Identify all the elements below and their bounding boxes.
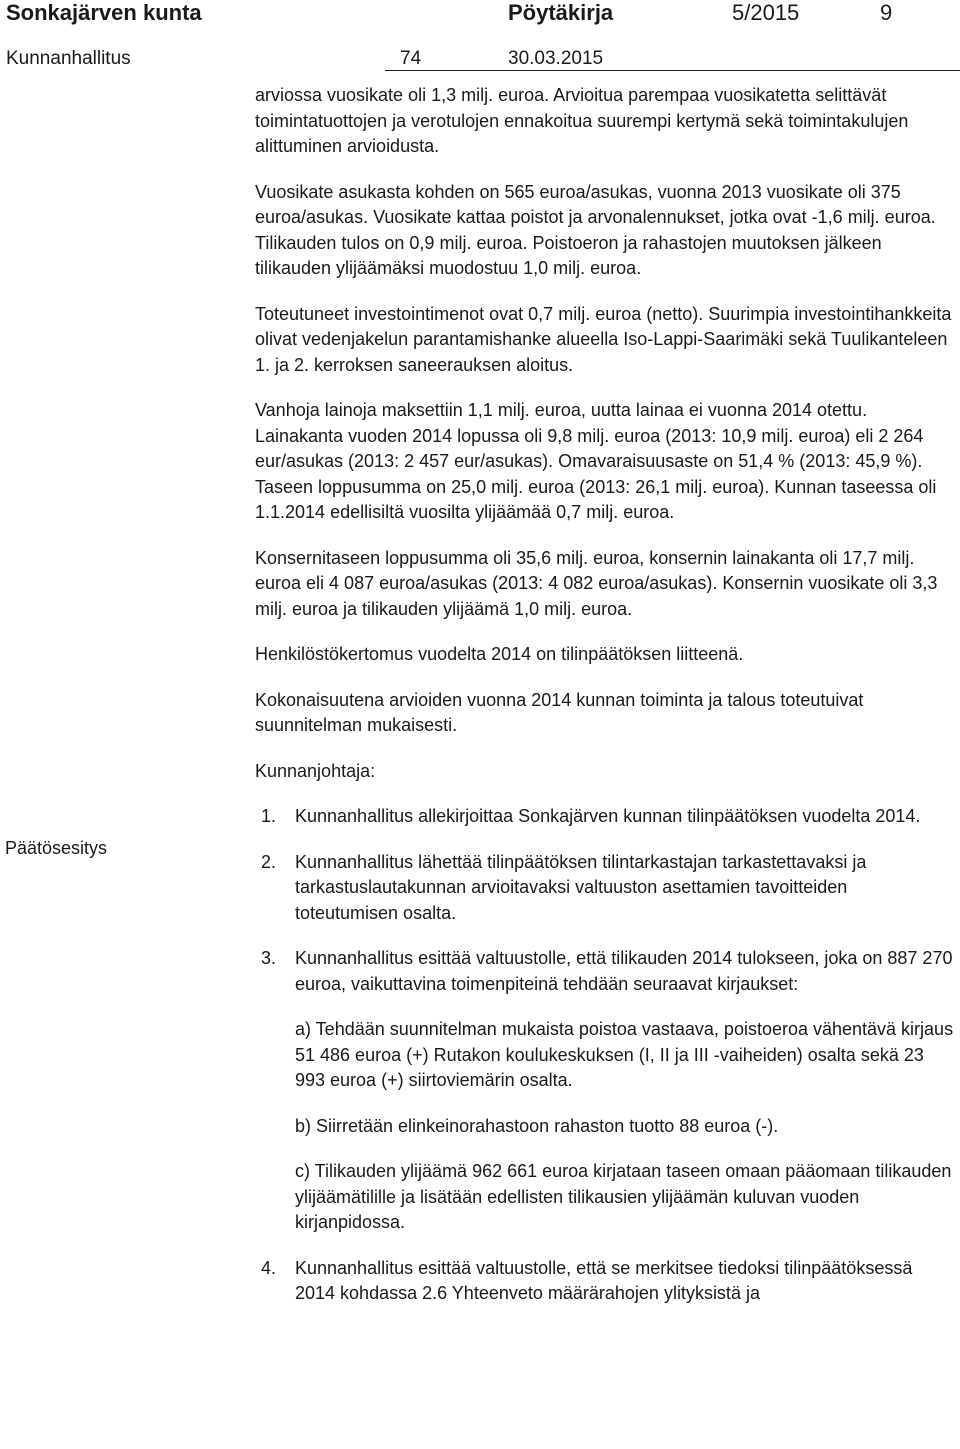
proposer-label: Kunnanjohtaja: xyxy=(255,760,376,781)
decision-item xyxy=(255,1256,955,1307)
paragraph-group-balance: Konsernitaseen loppusumma oli 35,6 milj. euroa, konsernin lainakanta oli 17,7 milj. euroa eli 4 087 euroa/asukas (2013: 4 082 euroa/asukas). Konsernin vuosikate oli 3,3 milj. euroa ja tilikauden ylijäämä 1,0 milj. euroa. xyxy=(255,547,938,619)
decision-item xyxy=(255,850,955,927)
decision-item-number: 4. xyxy=(261,1257,277,1278)
decision-item xyxy=(255,946,955,1236)
page-number: 9 xyxy=(880,0,893,25)
paragraph-operating-margin: arviossa vuosikate oli 1,3 milj. euroa. Arvioitua parempaa vuosikatetta selittävät toimintatuottojen ja verotulojen ennakoitua suurempi kertymä sekä toimintakulujen alittuminen arvioidusta. xyxy=(255,85,909,156)
decision-sub-list xyxy=(295,1017,955,1236)
decision-sub-item: b) Siirretään elinkeinorahastoon rahaston tuotto 88 euroa (-). xyxy=(295,1115,779,1136)
header-divider xyxy=(385,70,960,71)
section-number: 74 xyxy=(400,48,422,69)
decision-sub-item: c) Tilikauden ylijäämä 962 661 euroa kirjataan taseen omaan pääomaan tilikauden ylijäämätilille ja lisätään edellisten tilikausien ylijäämän kuluvan vuoden kirjanpidossa. xyxy=(295,1161,952,1232)
organization-name: Sonkajärven kunta xyxy=(6,0,202,25)
document-number: 5/2015 xyxy=(732,0,800,25)
governing-body: Kunnanhallitus xyxy=(6,48,131,69)
decision-item-text: Kunnanhallitus allekirjoittaa Sonkajärven kunnan tilinpäätöksen vuodelta 2014. xyxy=(295,806,921,826)
paragraph-margin-per-resident: Vuosikate asukasta kohden on 565 euroa/asukas, vuonna 2013 vuosikate oli 375 euroa/asukas. Vuosikate kattaa poistot ja arvonalennukset, jotka ovat -1,6 milj. euroa. Tilikauden tulos on 0,9 milj. euroa. Poistoeron ja rahastojen muutoksen jälkeen tilikauden ylijäämäksi muodostuu 1,0 milj. euroa. xyxy=(255,181,936,278)
decision-item-text: Kunnanhallitus lähettää tilinpäätöksen tilintarkastajan tarkastettavaksi ja tarkastuslautakunnan arvioitavaksi valtuuston asettamien tavoitteiden toteutumisen osalta. xyxy=(295,851,867,923)
decision-proposal-label: Päätösesitys xyxy=(5,838,108,858)
decision-item-text: Kunnanhallitus esittää valtuustolle, että se merkitsee tiedoksi tilinpäätöksessä 2014 kohdassa 2.6 Yhteenveto määrärahojen ylityksistä ja xyxy=(295,1257,913,1303)
decision-item-text: Kunnanhallitus esittää valtuustolle, että tilikauden 2014 tulokseen, joka on 887 270 euroa, vaikuttavina toimenpiteinä tehdään seuraavat kirjaukset: xyxy=(295,948,953,994)
decision-item xyxy=(255,804,955,830)
decision-item-number: 2. xyxy=(261,851,277,872)
decision-item-number: 1. xyxy=(261,806,277,826)
meeting-date: 30.03.2015 xyxy=(508,48,604,69)
paragraph-overall-assessment: Kokonaisuutena arvioiden vuonna 2014 kunnan toiminta ja talous toteutuivat suunnitelman mukaisesti. xyxy=(255,689,864,735)
decision-list xyxy=(255,804,955,1307)
paragraph-investments: Toteutuneet investointimenot ovat 0,7 milj. euroa (netto). Suurimpia investointihankkeita olivat vedenjakelun parantamishanke alueella Iso-Lappi-Saarimäki sekä Tuulikanteleen 1. ja 2. kerroksen saneerauksen aloitus. xyxy=(255,303,952,375)
main-text-column xyxy=(255,83,955,1327)
paragraph-loans: Vanhoja lainoja maksettiin 1,1 milj. euroa, uutta lainaa ei vuonna 2014 otettu. Lainakanta vuoden 2014 lopussa oli 9,8 milj. euroa (2013: 10,9 milj. euroa) eli 2 264 eur/asukas (2013: 2 457 eur/asukas). Omavaraisuusaste on 51,4 % (2013: 45,9 %). Taseen loppusumma on 25,0 milj. euroa (2013: 26,1 milj. euroa). Kunnan taseessa oli 1.1.2014 edellisiltä vuosilta ylijäämää 0,7 milj. euroa. xyxy=(255,400,937,522)
decision-item-number: 3. xyxy=(261,948,277,968)
paragraph-personnel-report: Henkilöstökertomus vuodelta 2014 on tilinpäätöksen liitteenä. xyxy=(255,644,744,664)
document-type: Pöytäkirja xyxy=(508,0,614,25)
decision-sub-item: a) Tehdään suunnitelman mukaista poistoa vastaava, poistoeroa vähentävä kirjaus 51 486 euroa (+) Rutakon koulukeskuksen (I, II ja III -vaiheiden) osalta sekä 23 993 euroa (+) siirtoviemärin osalta. xyxy=(295,1019,954,1090)
